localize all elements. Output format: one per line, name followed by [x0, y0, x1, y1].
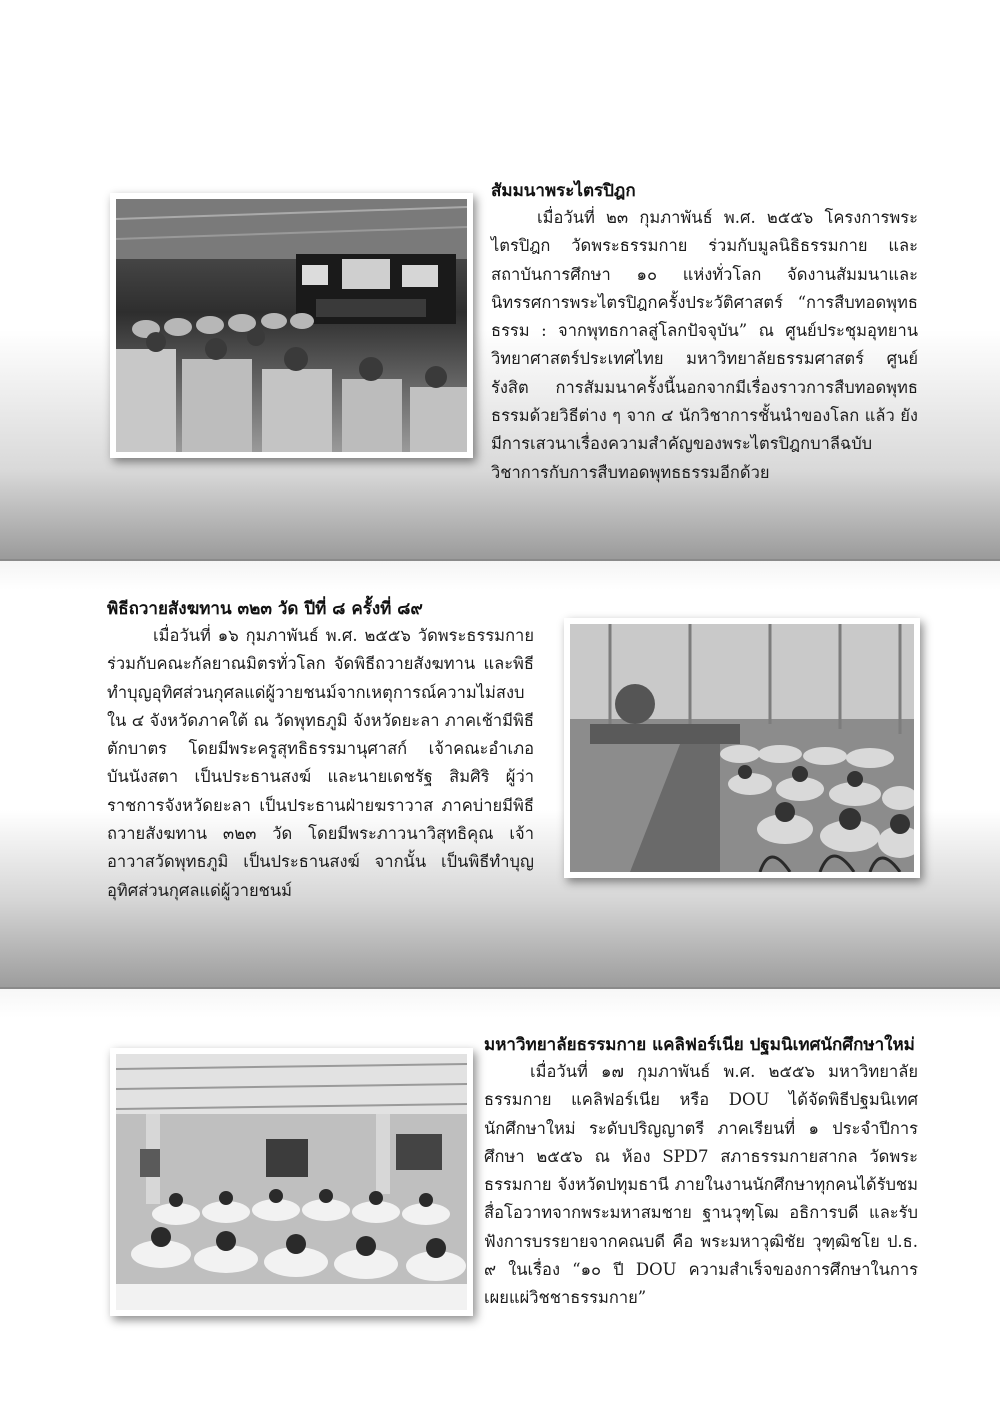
- article-seminar: [491, 178, 918, 487]
- article-headline: พิธีถวายสังฆทาน ๓๒๓ วัด ปีที่ ๘ ครั้งที่ ๘๙: [107, 599, 423, 619]
- ceremony-hall-image: [570, 624, 914, 872]
- ceremony-photo: [564, 618, 920, 878]
- article-sanghadana: [107, 596, 534, 905]
- article-body: เมื่อวันที่ ๑๖ กุมภาพันธ์ พ.ศ. ๒๕๕๖ วัดพระธรรมกาย ร่วมกับคณะกัลยาณมิตรทั่วโลก จัดพิธีถวายสังฆทาน และพิธีทำบุญอุทิศส่วนกุศลแด่ผู้วายชนม์จากเหตุการณ์ความไม่สงบใน ๔ จังหวัดภาคใต้ ณ วัดพุทธภูมิ จังหวัดยะลา ภาคเช้ามีพิธีตักบาตร โดยมีพระครูสุทธิธรรมานุศาสก์ เจ้าคณะอำเภอบันนังสตา เป็นประธานสงฆ์ และนายเดชรัฐ สิมศิริ ผู้ว่าราชการจังหวัดยะลา เป็นประธานฝ่ายฆราวาส ภาคบ่ายมีพิธีถวายสังฆทาน ๓๒๓ วัด โดยมีพระภาวนาวิสุทธิคุณ เจ้าอาวาสวัดพุทธภูมิ เป็นประธานสงฆ์ จากนั้น เป็นพิธีทำบุญอุทิศส่วนกุศลแด่ผู้วายชนม์: [107, 626, 534, 900]
- article-headline: สัมมนาพระไตรปิฎก: [491, 181, 636, 201]
- seminar-photo: [110, 193, 473, 458]
- orientation-hall-image: [116, 1054, 467, 1310]
- section-divider: [0, 559, 1000, 561]
- section-divider: [0, 987, 1000, 989]
- article-body: เมื่อวันที่ ๒๓ กุมภาพันธ์ พ.ศ. ๒๕๕๖ โครงการพระไตรปิฎก วัดพระธรรมกาย ร่วมกับมูลนิธิธรรมกาย และสถาบันการศึกษา ๑๐ แห่งทั่วโลก จัดงานสัมมนาและนิทรรศการพระไตรปิฎกครั้งประวัติศาสตร์ “การสืบทอดพุทธธรรม : จากพุทธกาลสู่โลกปัจจุบัน” ณ ศูนย์ประชุมอุทยานวิทยาศาสตร์ประเทศไทย มหาวิทยาลัยธรรมศาสตร์ ศูนย์รังสิต การสัมมนาครั้งนี้นอกจากมีเรื่องราวการสืบทอดพุทธธรรมด้วยวิธีต่าง ๆ จาก ๔ นักวิชาการชั้นนำของโลก แล้ว ยังมีการเสวนาเรื่องความสำคัญของพระไตรปิฎกบาลีฉบับวิชาการกับการสืบทอดพุทธธรรมอีกด้วย: [491, 208, 918, 482]
- article-body: เมื่อวันที่ ๑๗ กุมภาพันธ์ พ.ศ. ๒๕๕๖ มหาวิทยาลัยธรรมกาย แคลิฟอร์เนีย หรือ DOU ได้จัดพิธีปฐมนิเทศนักศึกษาใหม่ ระดับปริญญาตรี ภาคเรียนที่ ๑ ประจำปีการศึกษา ๒๕๕๖ ณ ห้อง SPD7 สภาธรรมกายสากล วัดพระธรรมกาย จังหวัดปทุมธานี ภายในงานนักศึกษาทุกคนได้รับชมสื่อโอวาทจากพระมหาสมชาย ฐานวุฑฺโฒ อธิการบดี และรับฟังการบรรยายจากคณบดี คือ พระมหาวุฒิชัย วุฑฺฒิชโย ป.ธ. ๙ ในเรื่อง “๑๐ ปี DOU ความสำเร็จของการศึกษาในการเผยแผ่วิชชาธรรมกาย”: [484, 1062, 918, 1308]
- orientation-photo: [110, 1048, 473, 1316]
- article-dou-orientation: [484, 1032, 918, 1313]
- seminar-hall-image: [116, 199, 467, 452]
- article-headline: มหาวิทยาลัยธรรมกาย แคลิฟอร์เนีย ปฐมนิเทศนักศึกษาใหม่: [484, 1035, 915, 1055]
